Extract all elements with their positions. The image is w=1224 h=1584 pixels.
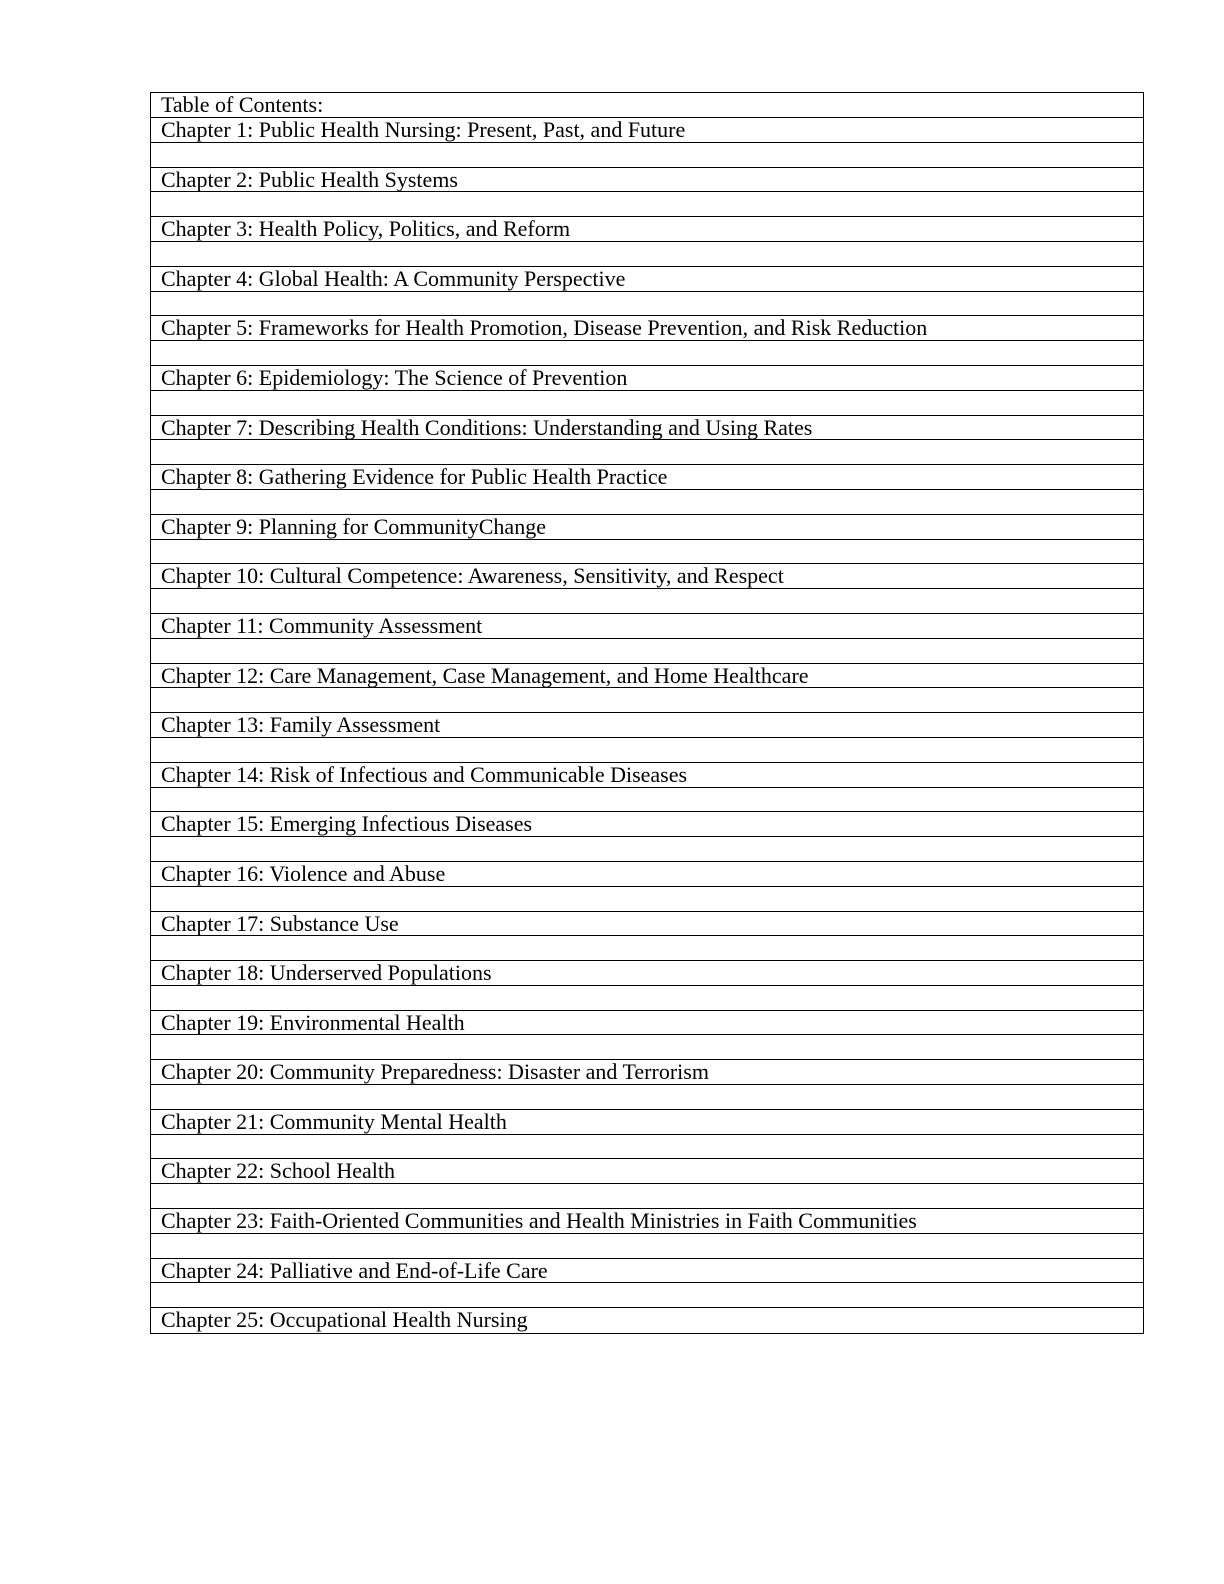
chapter-entry: Chapter 7: Describing Health Conditions: Understanding and Using Rates <box>151 416 1143 441</box>
blank-row <box>151 837 1143 862</box>
chapter-entry: Chapter 5: Frameworks for Health Promotion, Disease Prevention, and Risk Reduction <box>151 316 1143 341</box>
blank-row <box>151 986 1143 1011</box>
chapter-entry: Chapter 24: Palliative and End-of-Life Care <box>151 1259 1143 1284</box>
blank-row <box>151 292 1143 317</box>
chapter-list <box>151 118 1143 1333</box>
blank-row <box>151 589 1143 614</box>
toc-title: Table of Contents: <box>151 93 1143 118</box>
chapter-entry: Chapter 12: Care Management, Case Management, and Home Healthcare <box>151 664 1143 689</box>
chapter-entry: Chapter 6: Epidemiology: The Science of Prevention <box>151 366 1143 391</box>
blank-row <box>151 1234 1143 1259</box>
blank-row <box>151 936 1143 961</box>
blank-row <box>151 1085 1143 1110</box>
blank-row <box>151 391 1143 416</box>
chapter-entry: Chapter 14: Risk of Infectious and Communicable Diseases <box>151 763 1143 788</box>
chapter-entry: Chapter 22: School Health <box>151 1159 1143 1184</box>
chapter-entry: Chapter 4: Global Health: A Community Perspective <box>151 267 1143 292</box>
blank-row <box>151 192 1143 217</box>
blank-row <box>151 242 1143 267</box>
blank-row <box>151 1184 1143 1209</box>
blank-row <box>151 1283 1143 1308</box>
chapter-entry: Chapter 9: Planning for CommunityChange <box>151 515 1143 540</box>
chapter-entry: Chapter 15: Emerging Infectious Diseases <box>151 812 1143 837</box>
chapter-entry: Chapter 20: Community Preparedness: Disaster and Terrorism <box>151 1060 1143 1085</box>
chapter-entry: Chapter 16: Violence and Abuse <box>151 862 1143 887</box>
chapter-entry: Chapter 17: Substance Use <box>151 912 1143 937</box>
chapter-entry: Chapter 8: Gathering Evidence for Public Health Practice <box>151 465 1143 490</box>
chapter-entry: Chapter 13: Family Assessment <box>151 713 1143 738</box>
blank-row <box>151 887 1143 912</box>
blank-row <box>151 788 1143 813</box>
chapter-entry: Chapter 3: Health Policy, Politics, and Reform <box>151 217 1143 242</box>
chapter-entry: Chapter 2: Public Health Systems <box>151 168 1143 193</box>
chapter-entry: Chapter 1: Public Health Nursing: Present, Past, and Future <box>151 118 1143 143</box>
chapter-entry: Chapter 23: Faith-Oriented Communities and Health Ministries in Faith Communities <box>151 1209 1143 1234</box>
blank-row <box>151 490 1143 515</box>
blank-row <box>151 540 1143 565</box>
blank-row <box>151 440 1143 465</box>
chapter-entry: Chapter 21: Community Mental Health <box>151 1110 1143 1135</box>
blank-row <box>151 738 1143 763</box>
blank-row <box>151 639 1143 664</box>
chapter-entry: Chapter 18: Underserved Populations <box>151 961 1143 986</box>
chapter-entry: Chapter 11: Community Assessment <box>151 614 1143 639</box>
table-of-contents <box>150 92 1144 1334</box>
chapter-entry: Chapter 25: Occupational Health Nursing <box>161 1308 528 1333</box>
blank-row <box>151 1135 1143 1160</box>
blank-row <box>151 341 1143 366</box>
chapter-entry: Chapter 19: Environmental Health <box>151 1011 1143 1036</box>
chapter-entry: Chapter 10: Cultural Competence: Awareness, Sensitivity, and Respect <box>151 564 1143 589</box>
blank-row <box>151 143 1143 168</box>
blank-row <box>151 688 1143 713</box>
blank-row <box>151 1035 1143 1060</box>
